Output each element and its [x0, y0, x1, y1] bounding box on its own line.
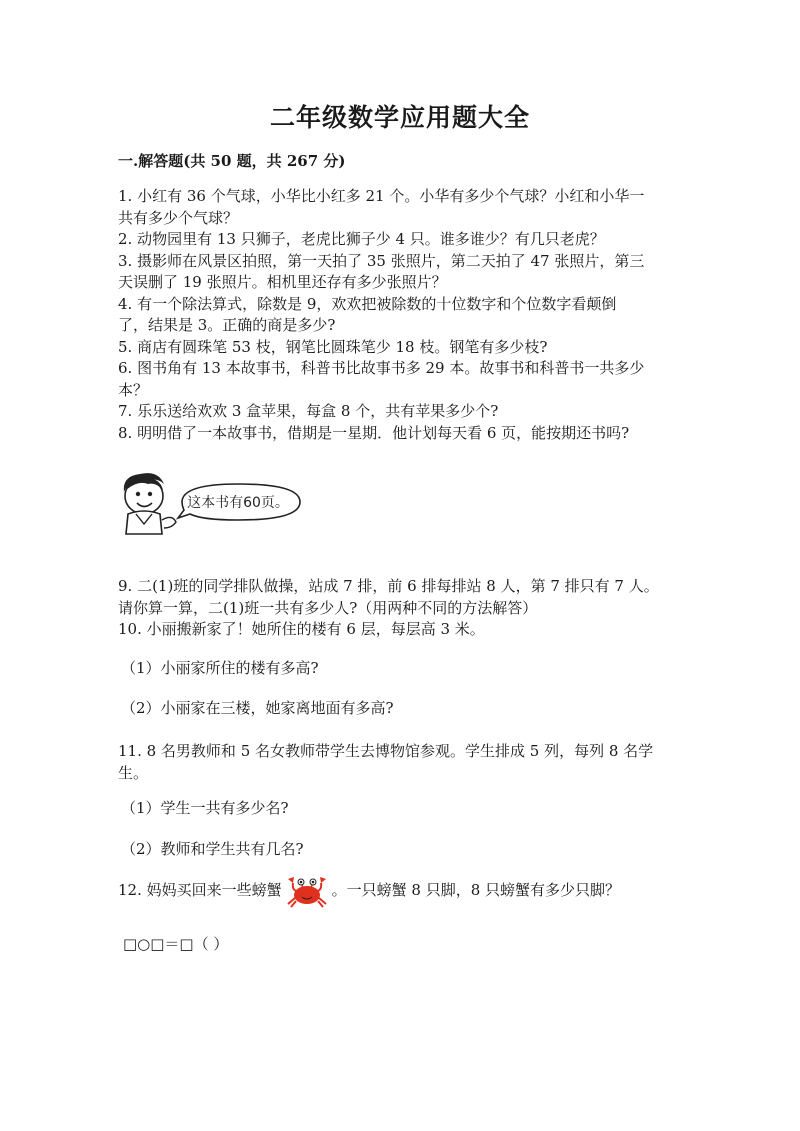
q10-part-2: （2）小丽家在三楼，她家离地面有多高?: [121, 699, 394, 717]
question-line: 8. 明明借了一本故事书，借期是一星期．他计划每天看 6 页，能按期还书吗?: [118, 423, 630, 442]
question-text: 。一只螃蟹 8 只脚，8 只螃蟹有多少只脚？: [331, 881, 621, 899]
answer-formula: □○□＝□（ ）: [123, 935, 229, 953]
question-line: 2. 动物园里有 13 只狮子，老虎比狮子少 4 只。谁多谁少？有几只老虎？: [118, 230, 605, 248]
question-line: 7. 乐乐送给欢欢 3 盒苹果，每盒 8 个，共有苹果多少个?: [118, 402, 499, 420]
question-line: 生。: [118, 763, 149, 782]
section-heading: 一.解答题(共 50 题，共 267 分): [118, 152, 346, 170]
q10-part-1: （1）小丽家所住的楼有多高?: [121, 659, 319, 677]
crab-icon: [284, 871, 330, 911]
question-line: 9. 二(1)班的同学排队做操，站成 7 排，前 6 排每排站 8 人，第 7 排只有 7 人。: [118, 577, 659, 595]
question-line: 天误删了 19 张照片。相机里还存有多少张照片？: [118, 273, 447, 291]
question-line: 4. 有一个除法算式，除数是 9，欢欢把被除数的十位数字和个位数字看颠倒: [118, 294, 617, 313]
boy-reading-illustration: [118, 470, 318, 536]
question-line: 3. 摄影师在风景区拍照，第一天拍了 35 张照片，第二天拍了 47 张照片，第三: [118, 251, 645, 270]
question-text: 12. 妈妈买回来一些螃蟹: [118, 881, 282, 899]
page-title: 二年级数学应用题大全: [269, 103, 530, 132]
question-line: 本？: [118, 380, 149, 399]
question-line: 1. 小红有 36 个气球，小华比小红多 21 个。小华有多少个气球？小红和小华一: [118, 187, 645, 205]
speech-bubble-text: 这本书有60页。: [187, 495, 289, 511]
question-line: 6. 图书角有 13 本故事书，科普书比故事书多 29 本。故事书和科普书一共多少: [118, 359, 645, 377]
question-line: 5. 商店有圆珠笔 53 枝，钢笔比圆珠笔少 18 枝。钢笔有多少枝?: [118, 337, 548, 356]
question-11: [118, 741, 678, 784]
question-line: 了，结果是 3。正确的商是多少?: [118, 316, 336, 334]
question-line: 10. 小丽搬新家了！她所住的楼有 6 层，每层高 3 米。: [118, 620, 485, 638]
question-12: [118, 870, 678, 911]
questions-1-8: [118, 186, 678, 444]
q11-part-1: （1）学生一共有多少名?: [121, 799, 289, 817]
question-line: 共有多少个气球？: [118, 208, 239, 227]
question-line: 请你算一算，二(1)班一共有多少人?（用两种不同的方法解答）: [118, 598, 538, 617]
q11-part-2: （2）教师和学生共有几名?: [121, 840, 304, 858]
questions-9-10: [118, 576, 678, 641]
question-line: 11. 8 名男教师和 5 名女教师带学生去博物馆参观。学生排成 5 列，每列 8 名学: [118, 742, 654, 760]
